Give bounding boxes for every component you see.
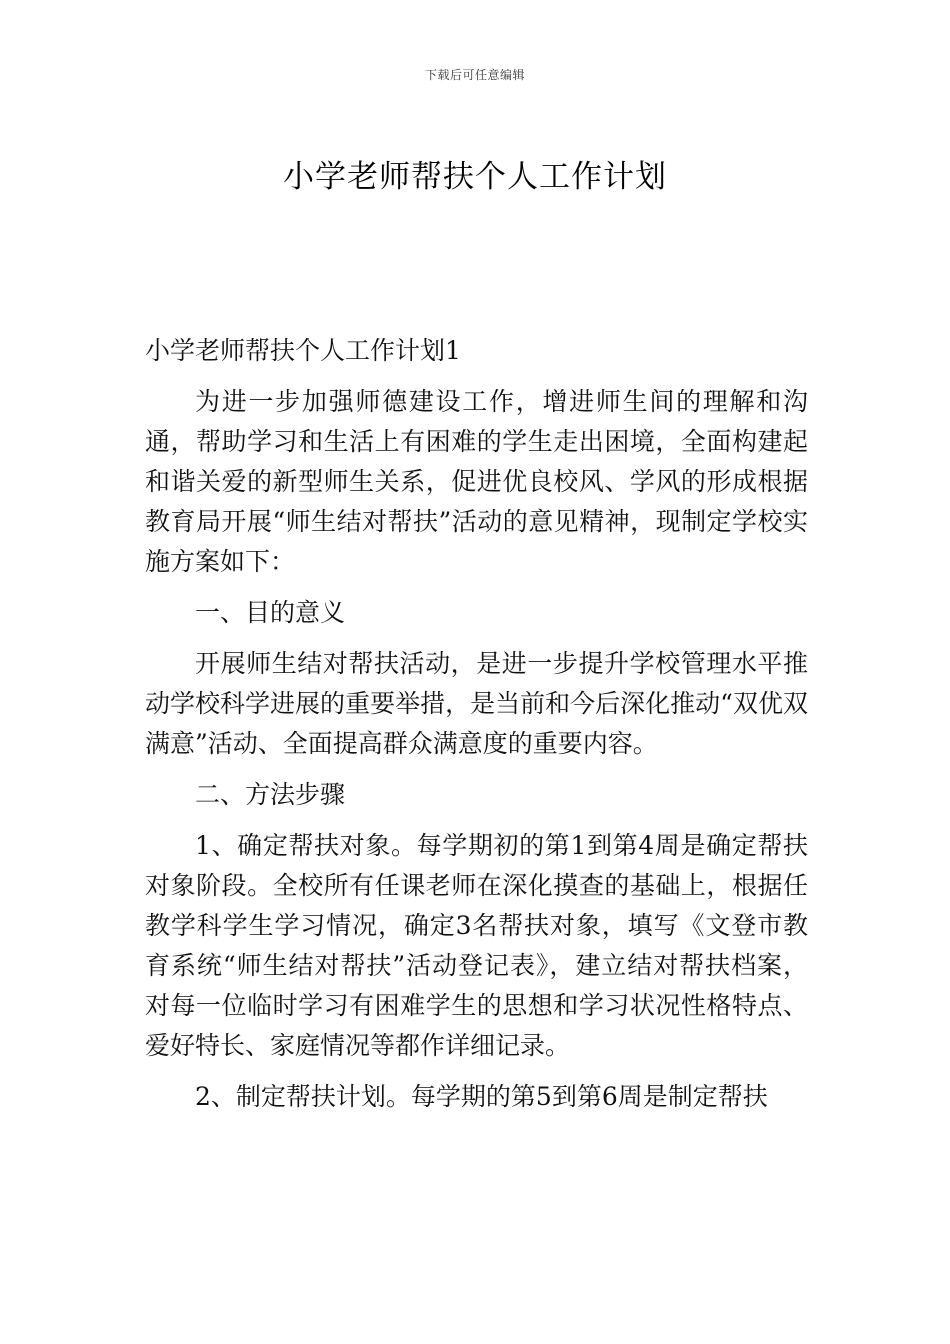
header-note: 下载后可任意编辑 — [424, 68, 525, 82]
paragraph-intro: 为进一步加强师德建设工作，增进师生间的理解和沟通，帮助学习和生活上有困难的学生走出困境，全面构建起和谐关爱的新型师生关系，促进优良校风、学风的形成根据教育局开展“师生结对帮扶”活动的意见精神，现制定学校实施方案如下： — [145, 387, 808, 576]
paragraph-step-2: 2、制定帮扶计划。每学期的第5到第6周是制定帮扶 — [195, 1082, 768, 1111]
heading-purpose: 一、目的意义 — [195, 598, 346, 627]
section-subtitle: 小学老师帮扶个人工作计划1 — [145, 336, 461, 365]
heading-steps: 二、方法步骤 — [195, 780, 346, 809]
document-title: 小学老师帮扶个人工作计划 — [283, 158, 667, 195]
document-body — [145, 331, 808, 1128]
paragraph-purpose: 开展师生结对帮扶活动，是进一步提升学校管理水平推动学校科学进展的重要举措，是当前和今后深化推动“双优双满意”活动、全面提高群众满意度的重要内容。 — [145, 649, 808, 758]
paragraph-step-1: 1、确定帮扶对象。每学期初的第1到第4周是确定帮扶对象阶段。全校所有任课老师在深化摸查的基础上，根据任教学科学生学习情况，确定3名帮扶对象，填写《文登市教育系统“师生结对帮扶”活动登记表》，建立结对帮扶档案，对每一位临时学习有困难学生的思想和学习状况性格特点、爱好特长、家庭情况等都作详细记录。 — [145, 831, 808, 1060]
